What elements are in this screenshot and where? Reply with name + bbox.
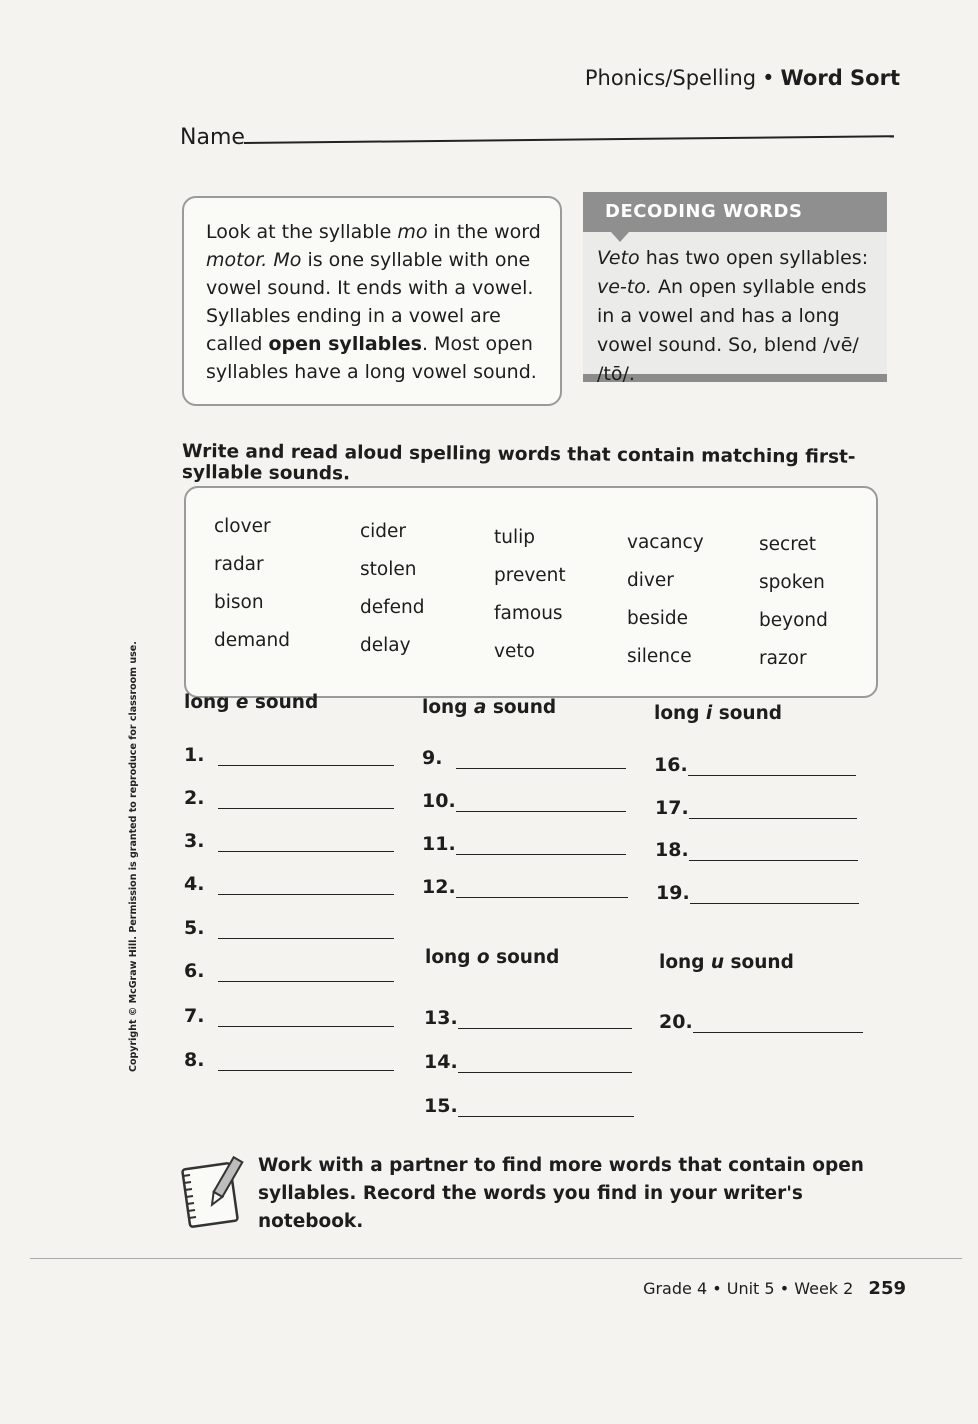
answer-number: 3.: [184, 830, 205, 852]
word-bank-word: secret: [759, 534, 817, 555]
answer-row: [422, 876, 628, 898]
heading-text: sound: [712, 703, 782, 724]
word-bank-column: [214, 508, 290, 660]
word-bank-word: spoken: [759, 572, 825, 593]
info-open-syllables: open syllables: [268, 333, 422, 355]
answer-line[interactable]: [693, 1013, 863, 1033]
info-Mo: Mo: [273, 249, 302, 271]
long-e-heading: [184, 692, 318, 713]
word-bank-word: tulip: [494, 527, 536, 548]
footer-unit: Unit 5: [726, 1279, 775, 1298]
answer-line[interactable]: [458, 1053, 632, 1073]
answer-number: 15.: [424, 1095, 458, 1117]
footer-week: Week 2: [794, 1279, 854, 1298]
answer-line[interactable]: [218, 962, 394, 982]
heading-text: sound: [489, 947, 560, 968]
decoding-words-box: [583, 192, 887, 385]
answer-number: 16.: [654, 754, 688, 776]
answer-number: 18.: [655, 839, 689, 861]
word-bank-word: razor: [759, 648, 807, 669]
word-bank-word: veto: [494, 641, 535, 662]
answer-row: [184, 1049, 394, 1071]
header-separator: •: [762, 66, 775, 90]
footer-separator: •: [712, 1279, 722, 1298]
word-bank-word: diver: [627, 570, 674, 591]
page-number: 259: [868, 1278, 906, 1299]
heading-text: sound: [724, 952, 794, 973]
instruction: Write and read aloud spelling words that contain matching first-syllable sounds.: [181, 440, 856, 485]
answer-row: [184, 873, 394, 895]
answer-line[interactable]: [456, 749, 626, 769]
answer-number: 9.: [422, 747, 443, 769]
word-bank-word: bison: [214, 592, 264, 613]
answer-line[interactable]: [688, 756, 856, 776]
word-bank-column: [360, 513, 425, 665]
answer-row: [655, 839, 858, 861]
heading-text: long: [425, 947, 477, 968]
info-motor: motor.: [206, 249, 268, 271]
word-bank: [184, 486, 878, 698]
copyright-notice: Copyright © McGraw Hill. Permission is granted to reproduce for classroom use.: [128, 641, 139, 1072]
answer-line[interactable]: [690, 884, 859, 904]
name-field-line[interactable]: [244, 135, 894, 144]
word-bank-column: [759, 526, 828, 678]
answer-row: [184, 787, 394, 809]
answer-number: 11.: [422, 833, 456, 855]
answer-row: [655, 797, 857, 819]
word-bank-word: beside: [627, 608, 689, 629]
info-text: is one syllable with one vowel sound. It ends with a vowel. Syllables ending in a vowel are called: [206, 249, 534, 355]
answer-number: 14.: [424, 1051, 458, 1073]
answer-number: 8.: [184, 1049, 205, 1071]
word-bank-column: [494, 519, 566, 671]
answer-number: 1.: [184, 744, 205, 766]
word-bank-word: clover: [214, 516, 271, 537]
decoding-veto-split: ve-to.: [597, 276, 652, 298]
answer-number: 17.: [655, 797, 689, 819]
info-text: Look at the syllable: [206, 221, 398, 243]
word-bank-word: cider: [360, 521, 407, 542]
info-text: . Most open syllables have a long vowel sound.: [206, 333, 537, 383]
answer-line[interactable]: [456, 792, 626, 812]
answer-number: 20.: [659, 1011, 693, 1033]
answer-row: [184, 960, 394, 982]
header-category: Phonics/Spelling: [584, 66, 757, 90]
answer-line[interactable]: [456, 878, 628, 898]
answer-row: [422, 747, 626, 769]
answer-row: [654, 754, 856, 776]
answer-line[interactable]: [456, 835, 626, 855]
answer-number: 5.: [184, 917, 205, 939]
word-bank-word: delay: [360, 635, 411, 656]
answer-row: [659, 1011, 863, 1033]
answer-number: 2.: [184, 787, 205, 809]
heading-text: sound: [248, 692, 319, 713]
answer-number: 13.: [424, 1007, 458, 1029]
word-bank-word: prevent: [494, 565, 566, 586]
answer-number: 10.: [422, 790, 456, 812]
long-o-heading: [425, 947, 559, 968]
open-syllable-info-box: [182, 196, 562, 406]
decoding-veto: Veto: [597, 247, 640, 269]
long-i-heading: [654, 703, 782, 724]
word-bank-word: famous: [494, 603, 563, 624]
answer-row: [422, 790, 626, 812]
decoding-pointer: [611, 232, 629, 242]
decoding-sentence: has two open syllables:: [639, 247, 869, 269]
heading-letter: a: [473, 697, 487, 718]
long-a-heading: [422, 697, 556, 718]
heading-text: long: [422, 697, 474, 718]
answer-number: 7.: [184, 1005, 205, 1027]
answer-number: 19.: [656, 882, 690, 904]
info-mo: mo: [397, 221, 428, 243]
answer-line[interactable]: [218, 919, 394, 939]
section-header: [560, 66, 900, 90]
word-bank-word: stolen: [360, 559, 417, 580]
footer-divider: [30, 1258, 962, 1259]
heading-letter: e: [235, 692, 249, 713]
answer-line[interactable]: [218, 832, 394, 852]
page-footer: [600, 1278, 906, 1299]
answer-line[interactable]: [458, 1097, 634, 1117]
answer-row: [424, 1051, 632, 1073]
answer-row: [424, 1007, 632, 1029]
word-bank-word: demand: [214, 630, 290, 651]
notebook-instruction: Work with a partner to find more words that contain open syllables. Record the words you find in your writer's notebook.: [258, 1155, 864, 1232]
answer-line[interactable]: [689, 841, 858, 861]
answer-line[interactable]: [689, 799, 857, 819]
word-bank-word: beyond: [759, 610, 828, 631]
answer-row: [656, 882, 859, 904]
long-u-heading: [659, 952, 794, 973]
word-bank-column: [627, 524, 704, 676]
name-label: Name: [180, 125, 245, 150]
answer-line[interactable]: [218, 875, 394, 895]
footer-grade: Grade 4: [643, 1279, 708, 1298]
heading-letter: u: [710, 952, 725, 973]
answer-row: [184, 1005, 394, 1027]
header-topic: Word Sort: [780, 66, 900, 90]
answer-number: 4.: [184, 873, 205, 895]
answer-line[interactable]: [218, 1051, 394, 1071]
word-bank-word: vacancy: [627, 532, 704, 553]
answer-row: [422, 833, 626, 855]
answer-number: 6.: [184, 960, 205, 982]
heading-text: long: [184, 692, 236, 713]
answer-row: [184, 830, 394, 852]
word-bank-word: silence: [627, 646, 692, 667]
notebook-pencil-icon: [180, 1154, 244, 1228]
heading-text: long: [659, 952, 711, 973]
answer-line[interactable]: [218, 746, 394, 766]
decoding-title: DECODING WORDS: [583, 192, 887, 232]
decoding-sentence: An open syllable ends in a vowel and has a long vowel sound. So, blend /vē/ /tō/.: [597, 276, 867, 385]
decoding-text: [583, 232, 887, 389]
answer-line[interactable]: [218, 1007, 394, 1027]
word-bank-word: defend: [360, 597, 425, 618]
answer-number: 12.: [422, 876, 456, 898]
word-bank-word: radar: [214, 554, 264, 575]
heading-text: long: [654, 703, 706, 724]
answer-row: [184, 917, 394, 939]
answer-row: [424, 1095, 634, 1117]
heading-letter: i: [705, 703, 713, 724]
footer-separator: •: [779, 1279, 790, 1298]
heading-letter: o: [476, 947, 490, 968]
answer-line[interactable]: [458, 1009, 632, 1029]
heading-text: sound: [486, 697, 557, 718]
answer-line[interactable]: [218, 789, 394, 809]
info-text: in the word: [427, 221, 541, 243]
answer-row: [184, 744, 394, 766]
